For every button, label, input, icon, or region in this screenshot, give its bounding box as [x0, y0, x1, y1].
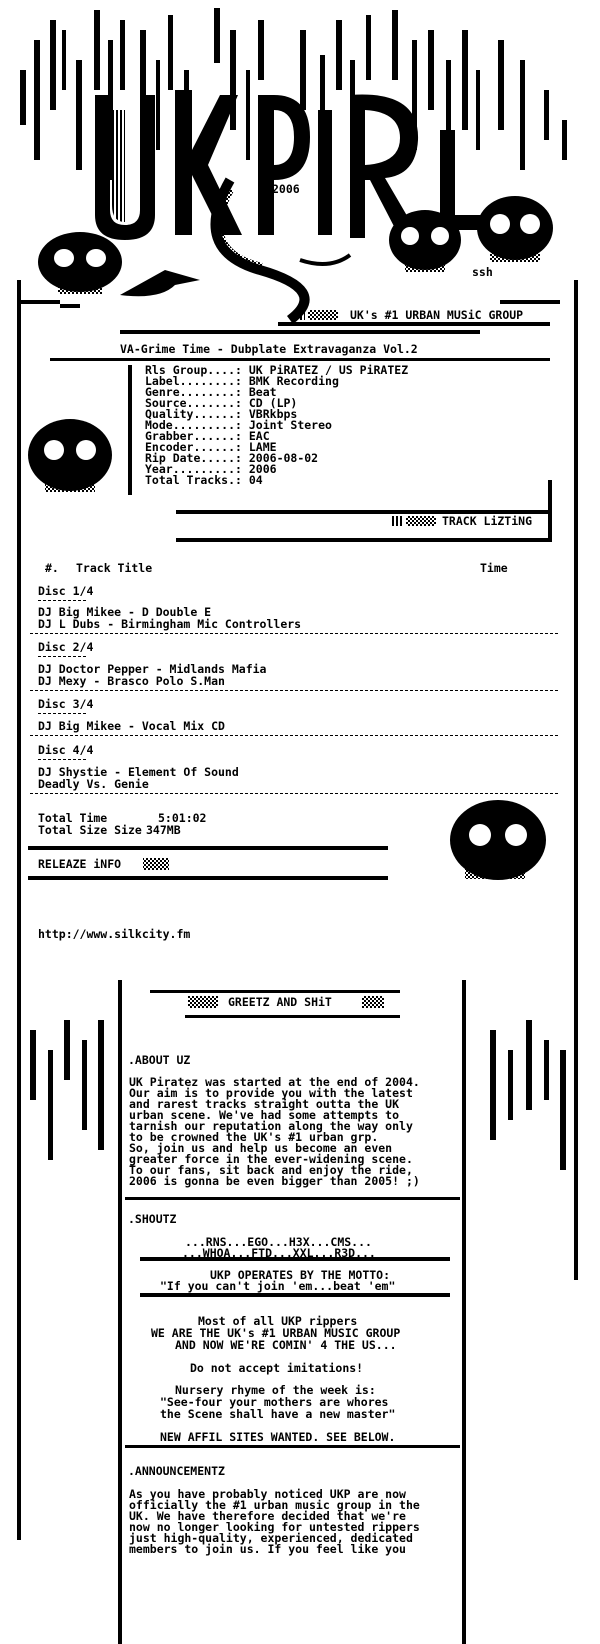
disc-label: Disc 2/4 [38, 640, 94, 654]
artist-tag: ssh [472, 265, 493, 279]
info-value: UK PiRATEZ / US PiRATEZ [248, 363, 409, 377]
info-label: Rip Date.....: [145, 451, 242, 465]
info-value: EAC [248, 429, 270, 443]
info-label: Total Tracks.: [145, 473, 242, 487]
announce-line: just high-quality, experienced, dedicated [129, 1531, 413, 1545]
release-title: VA-Grime Time - Dubplate Extravaganza Vol.2 [120, 342, 418, 356]
group-banner: UK's #1 URBAN MUSiC GROUP [350, 308, 524, 322]
about-line: tarnish our reputation along the way only [129, 1119, 413, 1133]
about-line: to be crowned the UK's #1 urban grp. [129, 1130, 379, 1144]
shoutz-line: ...RNS...EGO...H3X...CMS... [185, 1235, 372, 1249]
info-label: Mode.........: [145, 418, 242, 432]
skull-left-middle [28, 419, 112, 492]
track-row: DJ Big Mikee - Vocal Mix CD [38, 719, 225, 733]
info-value: 2006 [248, 462, 277, 476]
about-line: greater force in the ever-widening scene. [129, 1152, 413, 1166]
rippers-line: AND NOW WE'RE COMIN' 4 THE US... [175, 1338, 397, 1352]
year-tag: 2006 [272, 182, 300, 196]
announce-title: .ANNOUNCEMENTZ [128, 1464, 225, 1478]
info-label: Source.......: [145, 396, 242, 410]
disc-label: Disc 4/4 [38, 743, 94, 757]
info-value: VBRkbps [248, 407, 298, 421]
info-label: Quality......: [145, 407, 242, 421]
rippers-line: Most of all UKP rippers [198, 1314, 358, 1328]
total-time-value: 5:01:02 [158, 811, 207, 825]
announce-line: officially the #1 urban music group in the [129, 1498, 420, 1512]
track-row: DJ Mexy - Brasco Polo S.Man [38, 674, 225, 688]
info-label: Label........: [145, 374, 242, 388]
track-row: DJ Big Mikee - D Double E [38, 605, 212, 619]
disc-separator [30, 735, 558, 736]
imitations-line: Do not accept imitations! [190, 1361, 364, 1375]
rhyme-line: Nursery rhyme of the week is: [175, 1383, 376, 1397]
disc-separator [30, 633, 558, 634]
disc-underline [38, 600, 86, 601]
track-row: DJ Doctor Pepper - Midlands Mafia [38, 662, 267, 676]
disc-underline [38, 759, 86, 760]
disc-separator [30, 793, 558, 794]
about-line: To our fans, sit back and enjoy the ride, [129, 1163, 413, 1177]
motto-line: UKP OPERATES BY THE MOTTO: [210, 1268, 391, 1282]
info-value: BMK Recording [248, 374, 339, 388]
info-label: Rls Group....: [145, 363, 242, 377]
rhyme-line: the Scene shall have a new master" [160, 1407, 396, 1421]
info-value: LAME [248, 440, 277, 454]
col-title-header: Track Title [76, 561, 153, 575]
about-line: and rarest tracks straight outta the UK [129, 1097, 400, 1111]
skull-top-mid [389, 210, 461, 272]
info-label: Encoder......: [145, 440, 242, 454]
affil-line: NEW AFFIL SITES WANTED. SEE BELOW. [160, 1430, 396, 1444]
announce-line: As you have probably noticed UKP are now [129, 1487, 406, 1501]
release-info-title: RELEAZE iNFO [38, 857, 122, 871]
info-value: 2006-08-02 [248, 451, 319, 465]
disc-underline [38, 713, 86, 714]
info-label: Grabber......: [145, 429, 242, 443]
track-row: DJ Shystie - Element Of Sound [38, 765, 239, 779]
about-title: .ABOUT UZ [128, 1053, 191, 1067]
total-time-label: Total Time [38, 811, 108, 825]
info-value: CD (LP) [248, 396, 298, 410]
col-time-header: Time [480, 561, 508, 575]
skull-top-right [477, 196, 553, 262]
shoutz-title: .SHOUTZ [128, 1212, 177, 1226]
disc-underline [38, 656, 86, 657]
skull-right-release [450, 800, 546, 880]
info-row [145, 474, 263, 486]
about-line: So, join us and help us become an even [129, 1141, 393, 1155]
track-row: DJ L Dubs - Birmingham Mic Controllers [38, 617, 302, 631]
info-label: Genre........: [145, 385, 242, 399]
info-value: 04 [248, 473, 263, 487]
disc-label: Disc 1/4 [38, 584, 94, 598]
announce-line: now no longer looking for untested rippers [129, 1520, 420, 1534]
motto-line: "If you can't join 'em...beat 'em" [160, 1279, 396, 1293]
tracklist-section-title: TRACK LiZTiNG [442, 514, 533, 528]
about-line: Our aim is to provide you with the latest [129, 1086, 413, 1100]
col-num-header: #. [45, 561, 59, 575]
announce-line: UK. We have therefore decided that we're [129, 1509, 406, 1523]
info-value: Joint Stereo [248, 418, 332, 432]
about-line: 2006 is gonna be even bigger than 2005! ;) [129, 1174, 420, 1188]
rippers-line: WE ARE THE UK's #1 URBAN MUSIC GROUP [151, 1326, 401, 1340]
skull-top-left [38, 232, 122, 294]
total-size-label: Total Size Size [38, 823, 142, 837]
about-line: UK Piratez was started at the end of 2004. [129, 1075, 420, 1089]
info-value: Beat [248, 385, 277, 399]
disc-label: Disc 3/4 [38, 697, 94, 711]
release-url[interactable]: http://www.silkcity.fm [38, 927, 191, 941]
greetz-title: GREETZ AND SHiT [228, 995, 332, 1009]
track-row: Deadly Vs. Genie [38, 777, 149, 791]
about-line: urban scene. We've had some attempts to [129, 1108, 400, 1122]
disc-separator [30, 690, 558, 691]
info-label: Year.........: [145, 462, 242, 476]
rhyme-line: "See-four your mothers are whores [160, 1395, 389, 1409]
total-size-value: 347MB [146, 823, 181, 837]
shoutz-line: ...WHOA...FTD...XXL...R3D... [182, 1246, 376, 1260]
announce-line: members to join us. If you feel like you [129, 1542, 406, 1556]
